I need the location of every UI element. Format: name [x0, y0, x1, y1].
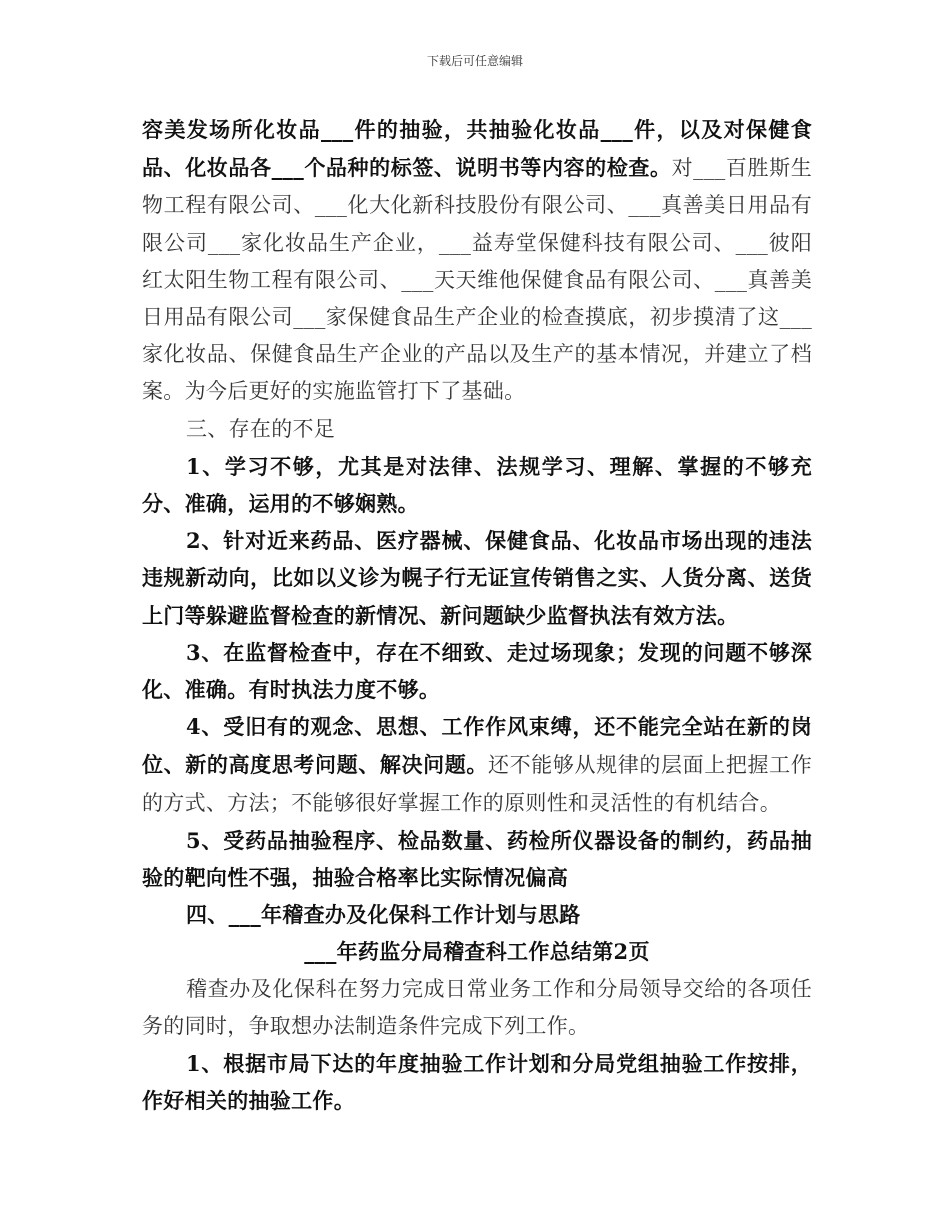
plan-intro: 稽查办及化保科在努力完成日常业务工作和分局领导交给的各项任务的同时，争取想办法制造条件完成下列工作。: [142, 976, 812, 1038]
section-heading-shortcomings: 三、存在的不足: [186, 416, 336, 441]
shortcoming-item-4: [142, 708, 812, 822]
paragraph-sampling-summary-normal: 对___百胜斯生物工程有限公司、___化大化新科技股份有限公司、___真善美日用品有限公司___家化妆品生产企业，___益寿堂保健科技有限公司、___彼阳红太阳生物工程有限公司、___天天维他保健食品有限公司、___真善美日用品有限公司___家保健食品生产企业的检查摸底，初步摸清了这___家化妆品、保健食品生产企业的产品以及生产的基本情况，并建立了档案。为今后更好的实施监管打下了基础。: [142, 156, 812, 404]
shortcoming-item-2: 2、针对近来药品、医疗器械、保健食品、化妆品市场出现的违法违规新动向，比如以义诊为幌子行无证宣传销售之实、人货分离、送货上门等躲避监督检查的新情况、新问题缺少监督执法有效方法。: [142, 528, 812, 628]
shortcoming-item-4-normal: 还不能够从规律的层面上把握工作的方式、方法；不能够很好掌握工作的原则性和灵活性的有机结合。: [142, 753, 812, 815]
shortcoming-item-4-bold: 4、受旧有的观念、思想、工作作风束缚，还不能完全站在新的岗位、新的高度思考问题、解决问题。: [142, 714, 812, 778]
page-continuation-title: ___年药监分局稽查科工作总结第2页: [304, 939, 650, 965]
shortcoming-item-1: 1、学习不够，尤其是对法律、法规学习、理解、掌握的不够充分、准确，运用的不够娴熟。: [142, 453, 812, 517]
paragraph-sampling-summary: [142, 111, 812, 411]
paragraph-sampling-summary-bold: 容美发场所化妆品___件的抽验，共抽验化妆品___件，以及对保健食品、化妆品各___个品种的标签、说明书等内容的检查。: [142, 117, 812, 181]
shortcoming-item-5: 5、受药品抽验程序、检品数量、药检所仪器设备的制约，药品抽验的靶向性不强，抽验合格率比实际情况偏高: [142, 827, 812, 891]
document-body: [142, 111, 812, 1119]
page-header: 下载后可任意编辑: [426, 54, 523, 68]
shortcoming-item-3: 3、在监督检查中，存在不细致、走过场现象；发现的问题不够深化、准确。有时执法力度不够。: [142, 639, 812, 703]
section-heading-plan: 四、___年稽查办及化保科工作计划与思路: [186, 902, 581, 928]
plan-item-1: 1、根据市局下达的年度抽验工作计划和分局党组抽验工作按排，作好相关的抽验工作。: [142, 1051, 812, 1114]
